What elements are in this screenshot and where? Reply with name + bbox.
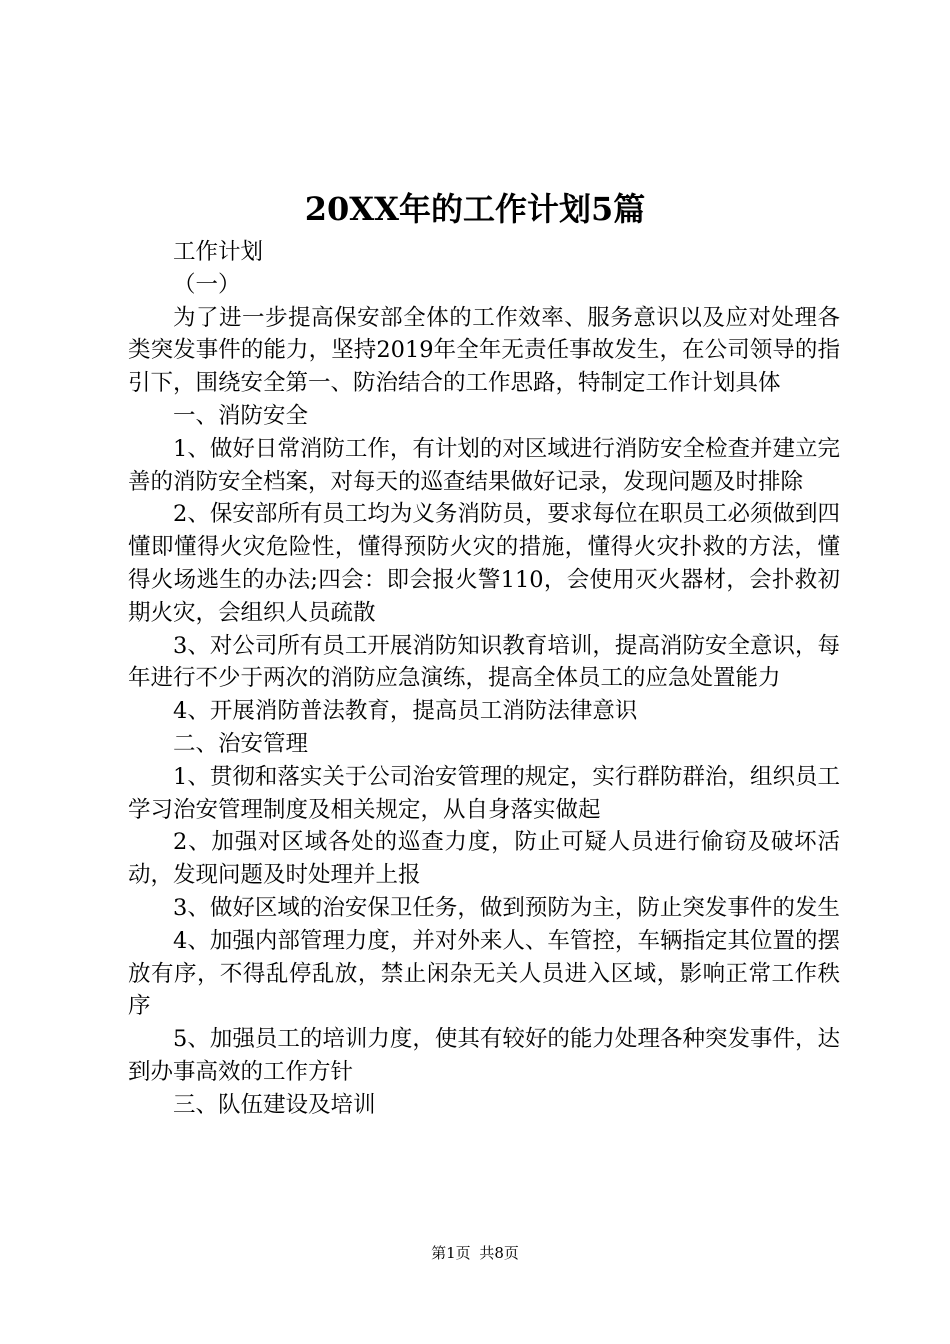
paragraph-security-3: 3、做好区域的治安保卫任务，做到预防为主，防止突发事件的发生 <box>173 894 840 921</box>
document-body <box>128 236 840 1122</box>
paragraph-security-1: 1、贯彻和落实关于公司治安管理的规定，实行群防群治，组织员工学习治安管理制度及相关规定，从自身落实做起 <box>128 763 840 823</box>
paragraph-fire-3: 3、对公司所有员工开展消防知识教育培训，提高消防安全意识，每年进行不少于两次的消防应急演练，提高全体员工的应急处置能力 <box>128 632 840 692</box>
paragraph-security-5: 5、加强员工的培训力度，使其有较好的能力处理各种突发事件，达到办事高效的工作方针 <box>128 1026 840 1085</box>
paragraph-security-2: 2、加强对区域各处的巡查力度，防止可疑人员进行偷窃及破坏活动，发现问题及时处理并上报 <box>128 829 840 889</box>
paragraph-fire-4: 4、开展消防普法教育，提高员工消防法律意识 <box>173 698 638 725</box>
page-footer <box>0 1243 950 1263</box>
paragraph-security-4: 4、加强内部管理力度，并对外来人、车管控，车辆指定其位置的摆放有序，不得乱停乱放，禁止闲杂无关人员进入区域，影响正常工作秩序 <box>128 927 840 1020</box>
paragraph-heading-plan: 工作计划 <box>173 239 264 265</box>
paragraph-fire-1: 1、做好日常消防工作，有计划的对区域进行消防安全检查并建立完善的消防安全档案，对每天的巡查结果做好记录，发现问题及时排除 <box>128 435 840 495</box>
page-total: 共8页 <box>479 1244 519 1262</box>
paragraph-section-one: （一） <box>173 271 241 298</box>
paragraph-intro: 为了进一步提高保安部全体的工作效率、服务意识以及应对处理各类突发事件的能力，坚持2019年全年无责任事故发生，在公司领导的指引下，围绕安全第一、防治结合的工作思路，特制定工作计划具体 <box>128 304 840 397</box>
section-security-heading: 二、治安管理 <box>173 730 309 757</box>
page-number: 第1页 <box>431 1244 471 1262</box>
paragraph-fire-2: 2、保安部所有员工均为义务消防员，要求每位在职员工必须做到四懂即懂得火灾危险性，懂得预防火灾的措施，懂得火灾扑救的方法，懂得火场逃生的办法;四会：即会报火警110，会使用灭火器材，会扑救初期火灾，会组织人员疏散 <box>128 501 840 626</box>
document-title: 20XX年的工作计划5篇 <box>304 190 646 228</box>
section-fire-safety-heading: 一、消防安全 <box>173 402 309 429</box>
section-team-heading: 三、队伍建设及培训 <box>173 1091 376 1118</box>
